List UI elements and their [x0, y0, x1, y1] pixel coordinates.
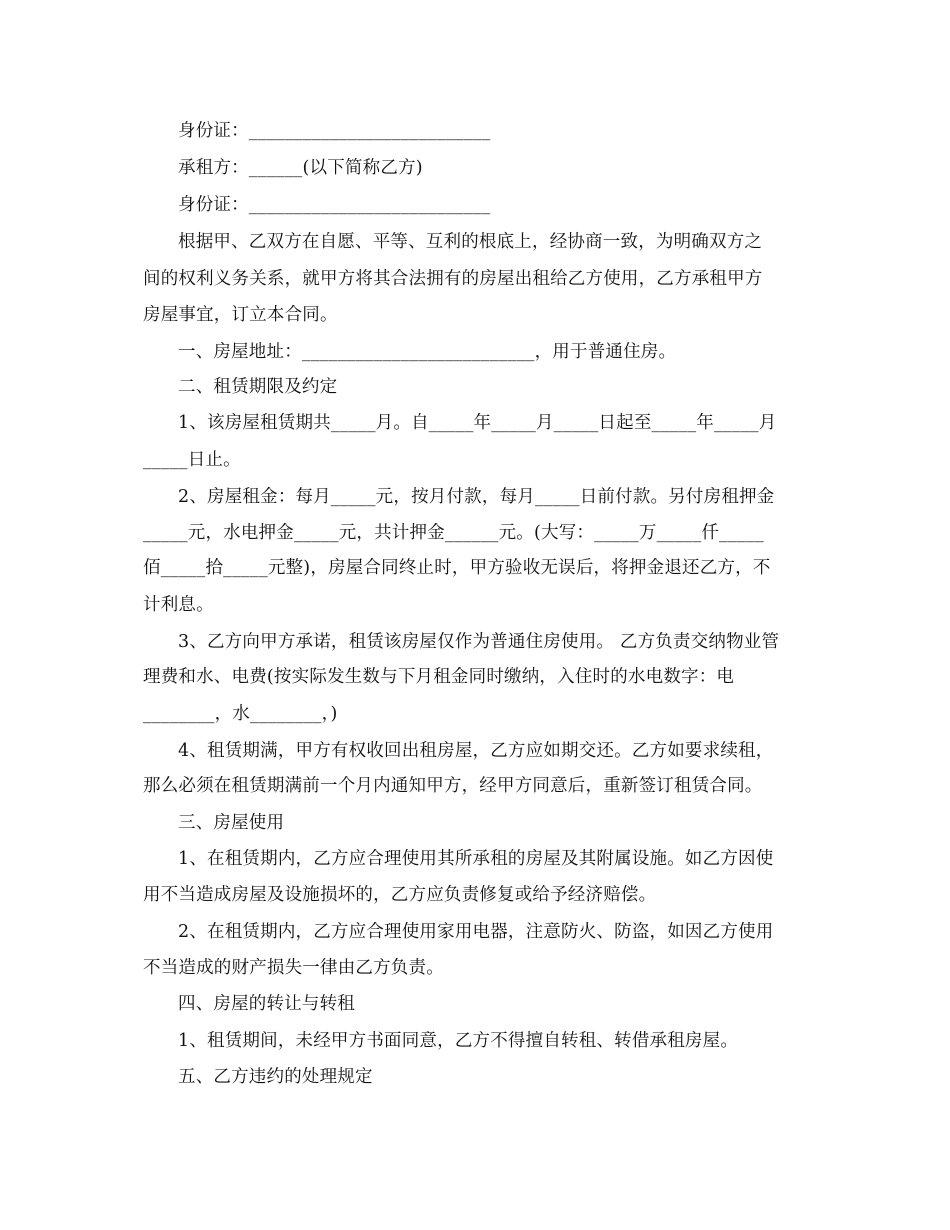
preamble-line-2: 间的权利义务关系，就甲方将其合法拥有的房屋出租给乙方使用，乙方承租甲方 [143, 269, 763, 289]
clause-2-2-line-3: 佰_____拾_____元整)，房屋合同终止时，甲方验收无误后，将押金退还乙方，不 [143, 558, 771, 578]
clause-2-3-line-1: 3、乙方向甲方承诺，租赁该房屋仅作为普通住房使用。 乙方负责交纳物业管 [178, 632, 780, 652]
clause-2-2-line-1: 2、房屋租金：每月_____元，按月付款，每月_____日前付款。另付房租押金 [178, 487, 775, 507]
section-5-heading: 五、乙方违约的处理规定 [178, 1067, 373, 1087]
tenant-line: 承租方：______(以下简称乙方) [178, 158, 423, 178]
clause-2-4-line-2: 那么必须在租赁期满前一个月内通知甲方，经甲方同意后，重新签订租赁合同。 [143, 776, 763, 796]
section-4-heading: 四、房屋的转让与转租 [178, 994, 355, 1014]
clause-2-4-line-1: 4、租赁期满，甲方有权收回出租房屋，乙方应如期交还。乙方如要求续租， [178, 741, 774, 761]
clause-4-1-line-1: 1、租赁期间，未经甲方书面同意，乙方不得擅自转租、转借承租房屋。 [178, 1031, 739, 1051]
clause-2-3-line-2: 理费和水、电费(按实际发生数与下月租金同时缴纳，入住时的水电数字：电 [143, 667, 735, 687]
preamble-line-3: 房屋事宜，订立本合同。 [143, 305, 338, 325]
clause-2-1-line-2: _____日止。 [143, 450, 241, 470]
clause-3-1-line-1: 1、在租赁期内，乙方应合理使用其所承租的房屋及其附属设施。如乙方因使 [178, 849, 774, 869]
id-card-line-2: 身份证：___________________________ [178, 195, 491, 215]
section-3-heading: 三、房屋使用 [178, 813, 285, 833]
clause-2-2-line-2: _____元，水电押金_____元，共计押金______元。(大写：_____万_____仟_____ [143, 523, 764, 543]
clause-3-1-line-2: 用不当造成房屋及设施损坏的，乙方应负责修复或给予经济赔偿。 [143, 885, 657, 905]
clause-2-3-line-3: ________，水________，) [143, 704, 338, 724]
preamble-line-1: 根据甲、乙双方在自愿、平等、互利的根底上，经协商一致，为明确双方之 [178, 232, 763, 252]
id-card-line-1: 身份证：___________________________ [178, 121, 491, 141]
clause-3-2-line-1: 2、在租赁期内，乙方应合理使用家用电器，注意防火、防盗，如因乙方使用 [178, 922, 774, 942]
section-1-address: 一、房屋地址：__________________________，用于普通住房。 [178, 342, 677, 362]
clause-2-2-line-4: 计利息。 [143, 595, 214, 615]
section-2-heading: 二、租赁期限及约定 [178, 377, 338, 397]
clause-2-1-line-1: 1、该房屋租赁期共_____月。自_____年_____月_____日起至_____年_____月 [178, 413, 777, 433]
clause-3-2-line-2: 不当造成的财产损失一律由乙方负责。 [143, 958, 444, 978]
